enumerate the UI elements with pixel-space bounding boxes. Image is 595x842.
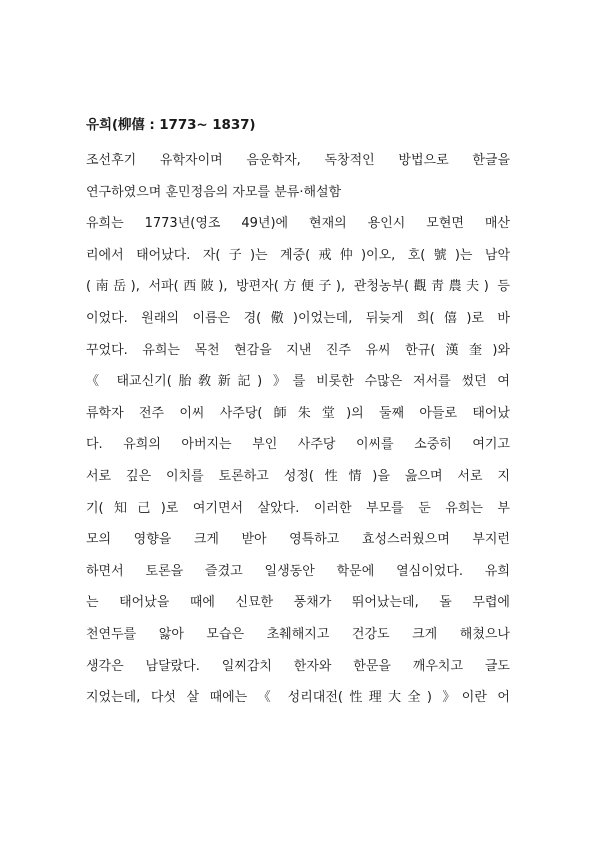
text-line: 꾸었다. 유희는 목천 현감을 지낸 진주 유씨 한규(漢奎)와 [86, 342, 510, 358]
text-line: 지었는데, 다섯 살 때에는 《 성리대전(性理大全) 》이란 어 [86, 690, 510, 706]
text-line: 《 태교신기(胎敎新記) 》를 비롯한 수많은 저서를 썼던 여 [86, 374, 510, 390]
text-line: 기(知己)로 여기면서 살았다. 이러한 부모를 둔 유희는 부 [86, 500, 510, 516]
text-line: 이었다. 원래의 이름은 경(儆)이었는데, 뒤늦게 희(僖)로 바 [86, 310, 510, 326]
text-line: 생각은 남달랐다. 일찌감치 한자와 한문을 깨우치고 글도 [86, 658, 510, 674]
text-line: 하면서 토론을 즐겼고 일생동안 학문에 열심이었다. 유희 [86, 563, 510, 579]
text-line: 모의 영향을 크게 받아 영특하고 효성스러웠으며 부지런 [86, 532, 510, 548]
text-line: 리에서 태어났다. 자(子)는 계중(戒仲)이오, 호(號)는 남악 [86, 247, 510, 263]
text-line: 는 태어났을 때에 신묘한 풍채가 뛰어났는데, 돌 무렵에 [86, 595, 510, 611]
text-line: 조선후기 유학자이며 음운학자, 독창적인 방법으로 한글을 [86, 153, 510, 168]
text-line: 천연두를 앓아 모습은 초췌해지고 건강도 크게 해쳤으나 [86, 626, 510, 642]
text-line: 연구하였으며 훈민정음의 자모를 분류·해설함 [86, 184, 342, 200]
text-line: (南岳), 서파(西陂), 방편자(方便子), 관청농부(觀靑農夫) 등 [86, 279, 510, 295]
body-text [86, 145, 510, 714]
document-title: 유희(柳僖 : 1773~ 1837) [86, 117, 256, 133]
text-line: 류학자 전주 이씨 사주당(師朱堂)의 둘째 아들로 태어났 [86, 405, 510, 421]
text-line: 유희는 1773년(영조 49년)에 현재의 용인시 모현면 매산 [86, 216, 510, 232]
text-line: 다. 유희의 아버지는 부인 사주당 이씨를 소중히 여기고 [86, 437, 510, 453]
text-line: 서로 깊은 이치를 토론하고 성정(性情)을 읊으며 서로 지 [86, 468, 510, 484]
